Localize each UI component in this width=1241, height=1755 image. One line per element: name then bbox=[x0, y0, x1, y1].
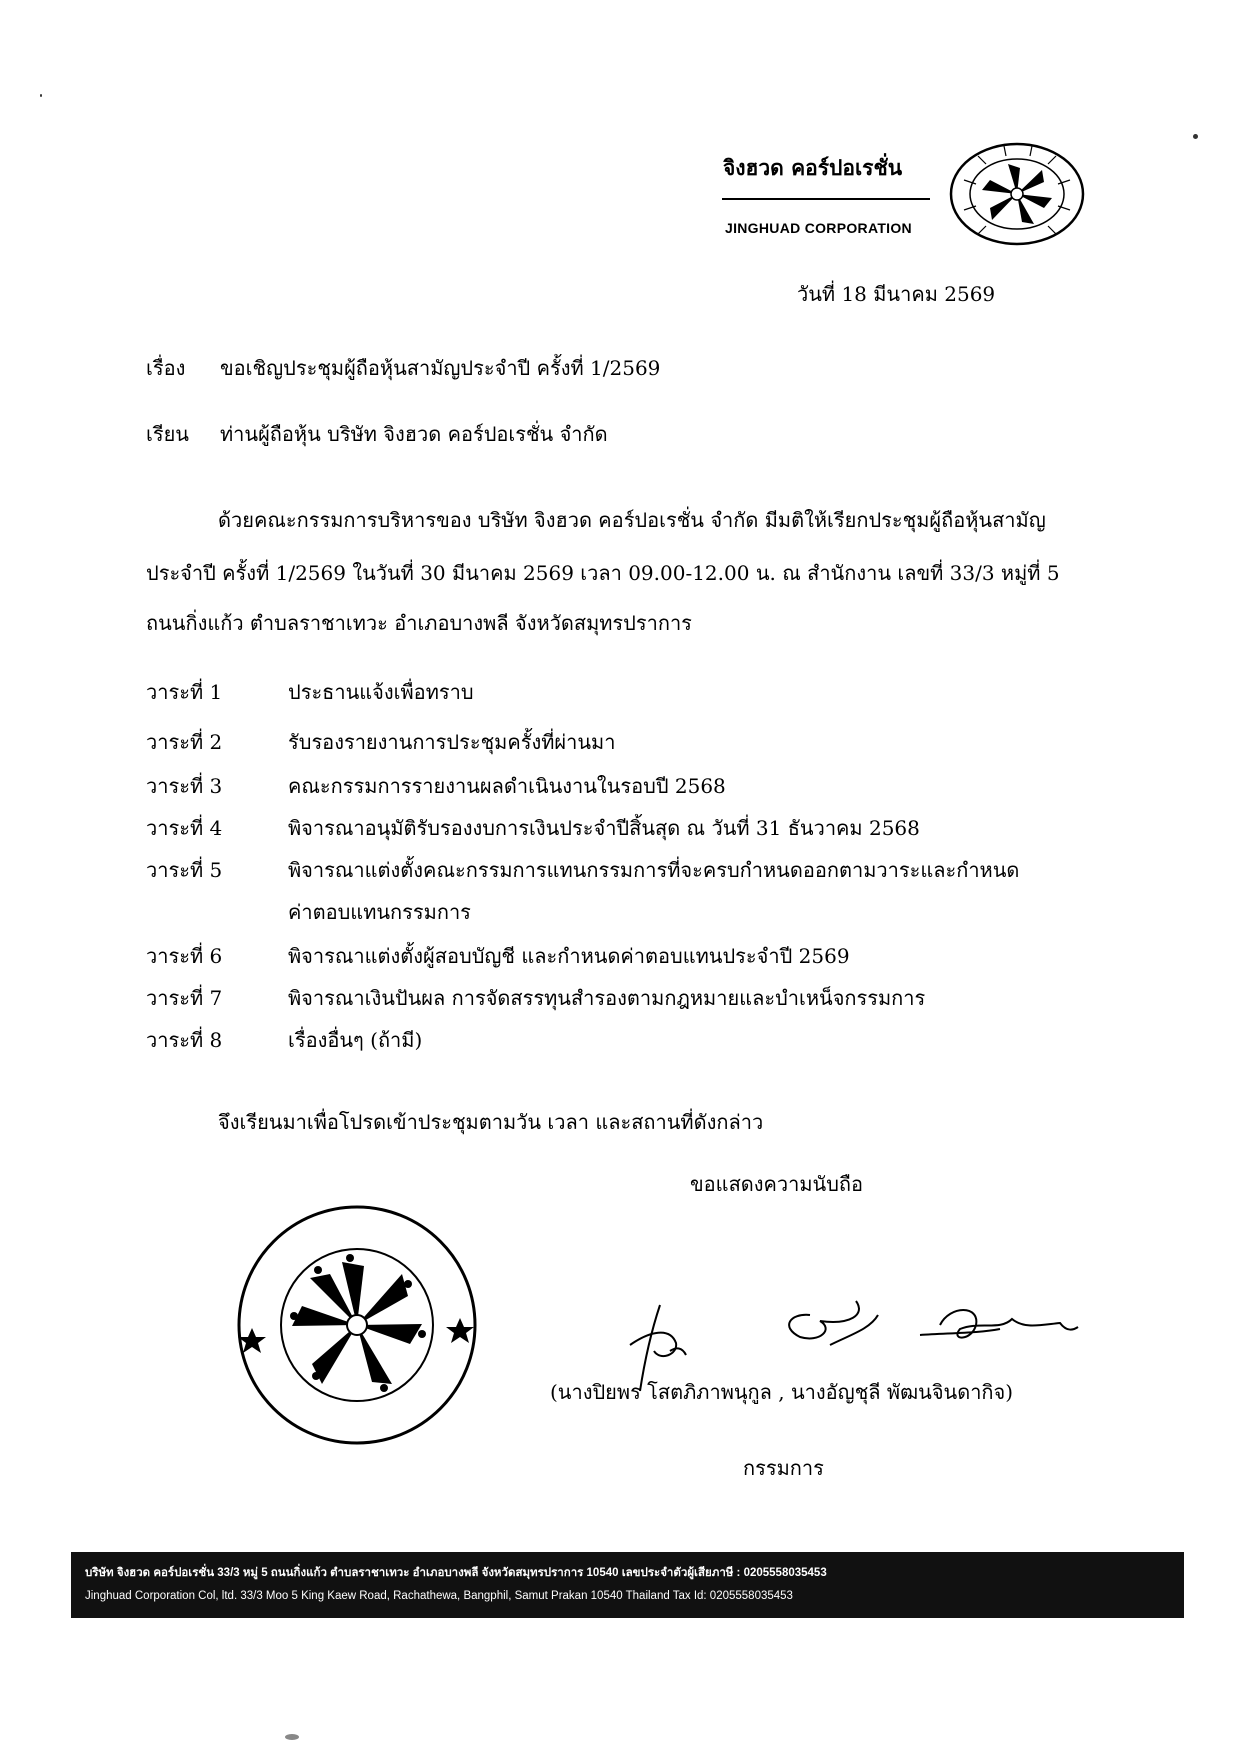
agenda-number: วาระที่ 6 bbox=[146, 944, 223, 968]
agenda-number: วาระที่ 2 bbox=[146, 730, 223, 754]
company-seal-stamp-icon bbox=[232, 1200, 482, 1450]
agenda-text: เรื่องอื่นๆ (ถ้ามี) bbox=[288, 1028, 423, 1052]
body-line-3: ถนนกิ่งแก้ว ตำบลราชาเทวะ อำเภอบางพลี จังหวัดสมุทรปราการ bbox=[146, 611, 692, 635]
body-line-1: ด้วยคณะกรรมการบริหารของ บริษัท จิงฮวด คอร์ปอเรชั่น จำกัด มีมติให้เรียกประชุมผู้ถือหุ้นสามัญ bbox=[218, 508, 1046, 532]
agenda-text: รับรองรายงานการประชุมครั้งที่ผ่านมา bbox=[288, 730, 616, 754]
agenda-number: วาระที่ 4 bbox=[146, 816, 223, 840]
subject-text: ขอเชิญประชุมผู้ถือหุ้นสามัญประจำปี ครั้งที่ 1/2569 bbox=[220, 356, 661, 380]
regards: ขอแสดงความนับถือ bbox=[690, 1172, 864, 1196]
recipient-text: ท่านผู้ถือหุ้น บริษัท จิงฮวด คอร์ปอเรชั่น จำกัด bbox=[220, 422, 608, 446]
company-name-thai: จิงฮวด คอร์ปอเรชั่น bbox=[723, 156, 903, 180]
agenda-text: พิจารณาอนุมัติรับรองงบการเงินประจำปีสิ้นสุด ณ วันที่ 31 ธันวาคม 2568 bbox=[288, 816, 920, 840]
signer-names: (นางปิยพร โสตภิภาพนุกูล , นางอัญชุลี พัฒนจินดากิจ) bbox=[550, 1380, 1014, 1404]
scan-speck bbox=[40, 94, 42, 97]
scan-speck bbox=[1193, 134, 1198, 139]
letter-date: วันที่ 18 มีนาคม 2569 bbox=[797, 282, 996, 306]
body-line-2: ประจำปี ครั้งที่ 1/2569 ในวันที่ 30 มีนาคม 2569 เวลา 09.00-12.00 น. ณ สำนักงาน เลขที่ 33/3 หมู่ที่ 5 bbox=[146, 561, 1060, 585]
company-name-english: JINGHUAD CORPORATION bbox=[725, 220, 912, 236]
footer-address-english: Jinghuad Corporation Col, ltd. 33/3 Moo 5 King Kaew Road, Rachathewa, Bangphil, Samut Prakan 10540 Thailand Tax Id: 0205558035453 bbox=[85, 1590, 793, 1602]
letterhead-divider bbox=[722, 198, 930, 200]
agenda-text: พิจารณาเงินปันผล การจัดสรรทุนสำรองตามกฎหมายและบำเหน็จกรรมการ bbox=[288, 986, 926, 1010]
agenda-number: วาระที่ 3 bbox=[146, 774, 223, 798]
agenda-number: วาระที่ 8 bbox=[146, 1028, 223, 1052]
agenda-text: พิจารณาแต่งตั้งคณะกรรมการแทนกรรมการที่จะครบกำหนดออกตามวาระและกำหนด bbox=[288, 858, 1020, 882]
footer-address-thai: บริษัท จิงฮวด คอร์ปอเรชั่น 33/3 หมู่ 5 ถนนกิ่งแก้ว ตำบลราชาเทวะ อำเภอบางพลี จังหวัดสมุทรปราการ 10540 เลขประจำตัวผู้เสียภาษี : 0205558035453 bbox=[85, 1567, 827, 1579]
footer-bar bbox=[71, 1552, 1184, 1618]
agenda-text-continued: ค่าตอบแทนกรรมการ bbox=[288, 900, 471, 924]
subject-label: เรื่อง bbox=[146, 356, 186, 380]
company-logo-seal-icon bbox=[948, 140, 1086, 248]
scan-speck bbox=[285, 1734, 299, 1740]
agenda-text: คณะกรรมการรายงานผลดำเนินงานในรอบปี 2568 bbox=[288, 774, 726, 798]
agenda-text: พิจารณาแต่งตั้งผู้สอบบัญชี และกำหนดค่าตอบแทนประจำปี 2569 bbox=[288, 944, 850, 968]
recipient-label: เรียน bbox=[146, 422, 189, 446]
closing-sentence: จึงเรียนมาเพื่อโปรดเข้าประชุมตามวัน เวลา และสถานที่ดังกล่าว bbox=[218, 1110, 764, 1134]
agenda-number: วาระที่ 5 bbox=[146, 858, 223, 882]
agenda-number: วาระที่ 7 bbox=[146, 986, 223, 1010]
agenda-text: ประธานแจ้งเพื่อทราบ bbox=[288, 680, 474, 704]
agenda-number: วาระที่ 1 bbox=[146, 680, 223, 704]
signer-position: กรรมการ bbox=[743, 1456, 824, 1480]
